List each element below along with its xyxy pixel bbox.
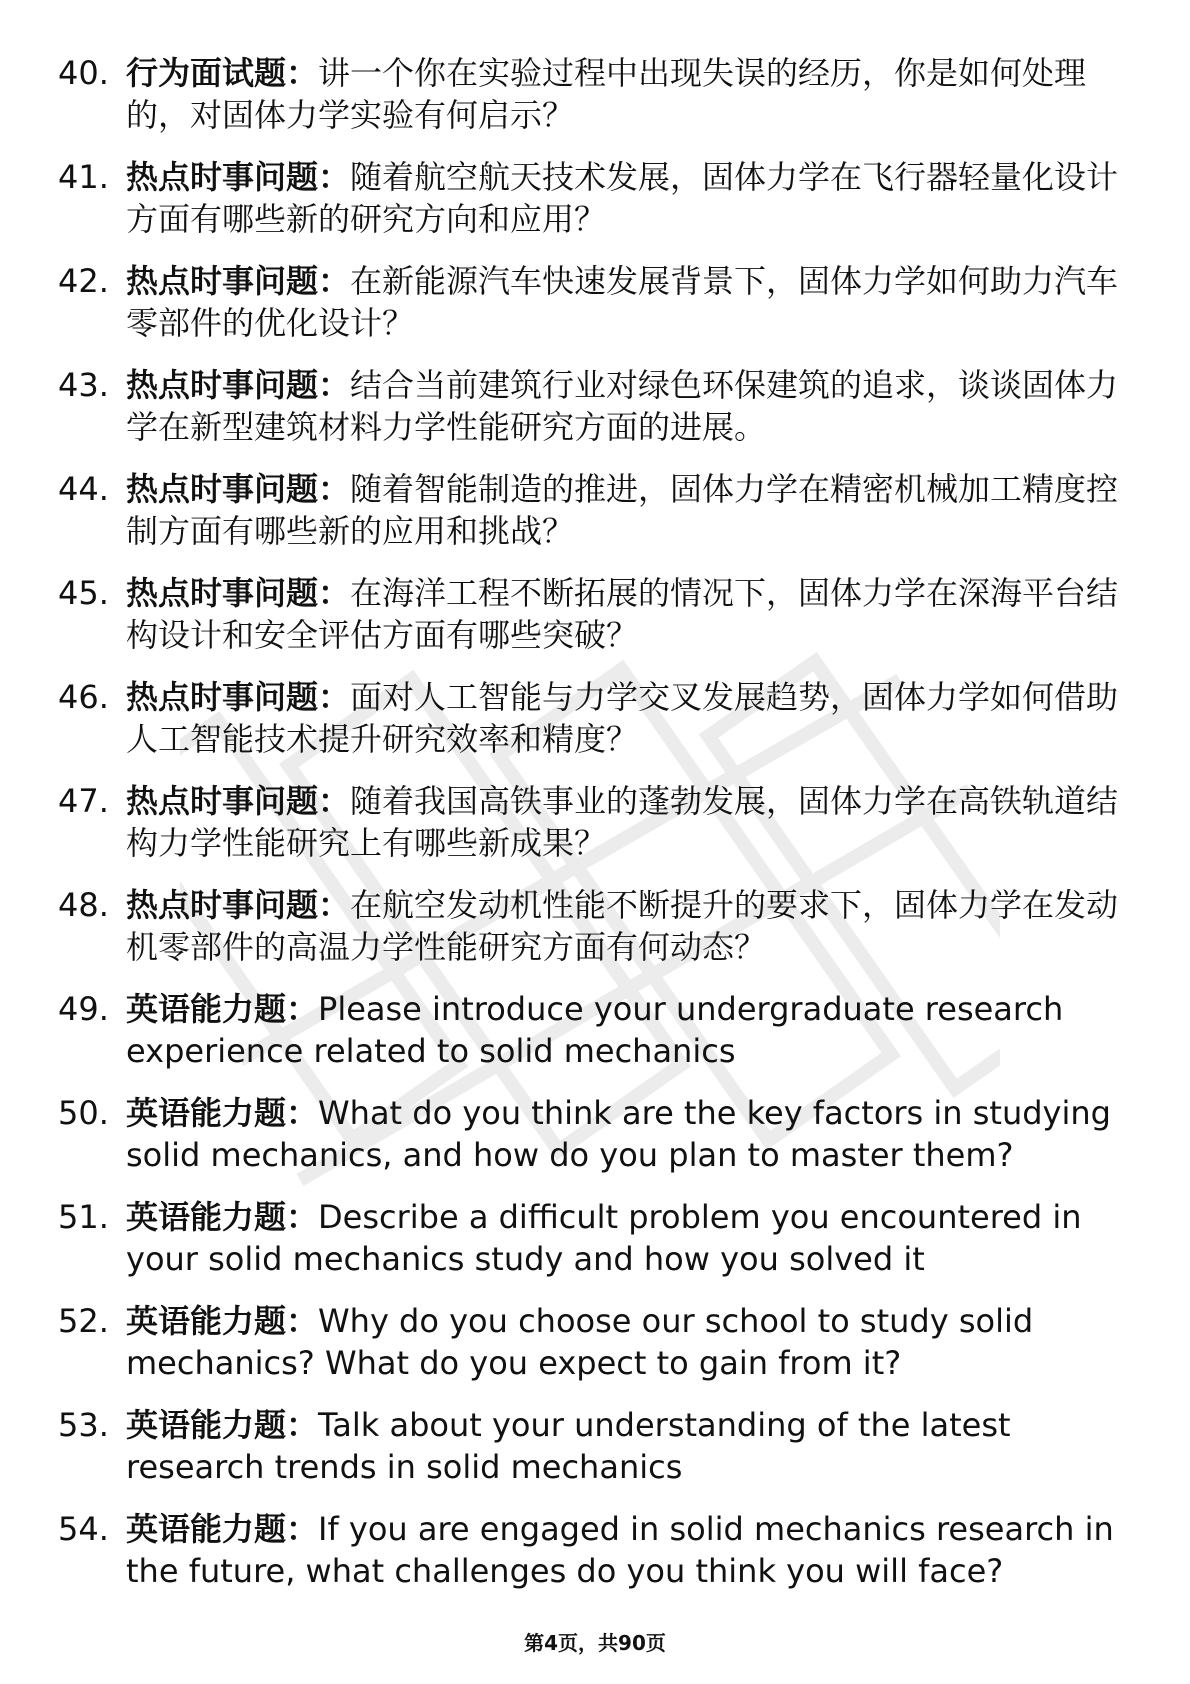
question-number: 50. xyxy=(58,1094,109,1132)
question-number: 41. xyxy=(58,158,109,196)
question-category: 热点时事问题： xyxy=(126,574,351,612)
list-item xyxy=(0,1404,1190,1508)
question-category: 英语能力题： xyxy=(126,1510,319,1548)
question-number: 45. xyxy=(58,574,109,612)
list-item xyxy=(0,676,1190,780)
list-item xyxy=(0,260,1190,364)
question-number: 51. xyxy=(58,1198,109,1236)
list-item xyxy=(0,572,1190,676)
question-number: 48. xyxy=(58,886,109,924)
question-body xyxy=(126,572,1126,656)
list-item xyxy=(0,52,1190,156)
question-category: 英语能力题： xyxy=(126,1406,319,1444)
question-category: 英语能力题： xyxy=(126,1198,319,1236)
question-category: 热点时事问题： xyxy=(126,678,351,716)
question-list xyxy=(0,52,1190,1612)
question-body xyxy=(126,780,1126,864)
list-item xyxy=(0,468,1190,572)
question-text: 在海洋工程不断拓展的情况下，固体力学在深海平台结构设计和安全评估方面有哪些突破？ xyxy=(126,574,1119,654)
page-number: 第4页，共90页 xyxy=(524,1631,666,1655)
question-text: Describe a difficult problem you encountered in your solid mechanics study and how you solved it xyxy=(126,1198,1082,1278)
question-body xyxy=(126,1092,1126,1176)
question-body xyxy=(126,1404,1126,1488)
question-body xyxy=(126,156,1126,240)
question-text: 结合当前建筑行业对绿色环保建筑的追求，谈谈固体力学在新型建筑材料力学性能研究方面的进展。 xyxy=(126,366,1119,446)
question-category: 英语能力题： xyxy=(126,990,319,1028)
question-text: 随着智能制造的推进，固体力学在精密机械加工精度控制方面有哪些新的应用和挑战？ xyxy=(126,470,1119,550)
question-number: 43. xyxy=(58,366,109,404)
question-body xyxy=(126,1300,1126,1384)
question-number: 47. xyxy=(58,782,109,820)
list-item xyxy=(0,780,1190,884)
list-item xyxy=(0,884,1190,988)
question-text: What do you think are the key factors in studying solid mechanics, and how do you plan to master them? xyxy=(126,1094,1111,1174)
question-category: 热点时事问题： xyxy=(126,158,351,196)
question-number: 54. xyxy=(58,1510,109,1548)
question-body xyxy=(126,1196,1126,1280)
list-item xyxy=(0,1508,1190,1612)
question-number: 53. xyxy=(58,1406,109,1444)
question-number: 46. xyxy=(58,678,109,716)
question-body xyxy=(126,468,1126,552)
question-body xyxy=(126,988,1126,1072)
question-body xyxy=(126,52,1126,136)
list-item xyxy=(0,1300,1190,1404)
list-item xyxy=(0,156,1190,260)
list-item xyxy=(0,988,1190,1092)
question-text: 在航空发动机性能不断提升的要求下，固体力学在发动机零部件的高温力学性能研究方面有何动态？ xyxy=(126,886,1119,966)
question-body xyxy=(126,884,1126,968)
question-body xyxy=(126,1508,1126,1592)
question-category: 热点时事问题： xyxy=(126,886,351,924)
question-category: 英语能力题： xyxy=(126,1094,319,1132)
list-item xyxy=(0,1196,1190,1300)
question-text: 随着我国高铁事业的蓬勃发展，固体力学在高铁轨道结构力学性能研究上有哪些新成果？ xyxy=(126,782,1119,862)
list-item xyxy=(0,1092,1190,1196)
question-category: 热点时事问题： xyxy=(126,782,351,820)
question-body xyxy=(126,676,1126,760)
question-number: 42. xyxy=(58,262,109,300)
question-body xyxy=(126,260,1126,344)
question-text: 讲一个你在实验过程中出现失误的经历，你是如何处理的，对固体力学实验有何启示？ xyxy=(126,54,1087,134)
question-body xyxy=(126,364,1126,448)
question-category: 热点时事问题： xyxy=(126,366,351,404)
question-number: 40. xyxy=(58,54,109,92)
question-text: 随着航空航天技术发展，固体力学在飞行器轻量化设计方面有哪些新的研究方向和应用？ xyxy=(126,158,1119,238)
question-number: 44. xyxy=(58,470,109,508)
question-number: 49. xyxy=(58,990,109,1028)
question-text: If you are engaged in solid mechanics research in the future, what challenges do you think you will face? xyxy=(126,1510,1114,1590)
question-category: 热点时事问题： xyxy=(126,470,351,508)
question-text: Please introduce your undergraduate research experience related to solid mechanics xyxy=(126,990,1064,1070)
question-text: 在新能源汽车快速发展背景下，固体力学如何助力汽车零部件的优化设计？ xyxy=(126,262,1119,342)
question-category: 英语能力题： xyxy=(126,1302,319,1340)
question-text: Talk about your understanding of the latest research trends in solid mechanics xyxy=(126,1406,1011,1486)
list-item xyxy=(0,364,1190,468)
question-category: 行为面试题： xyxy=(126,54,319,92)
question-text: Why do you choose our school to study solid mechanics? What do you expect to gain from it? xyxy=(126,1302,1034,1382)
question-number: 52. xyxy=(58,1302,109,1340)
question-category: 热点时事问题： xyxy=(126,262,351,300)
question-text: 面对人工智能与力学交叉发展趋势，固体力学如何借助人工智能技术提升研究效率和精度？ xyxy=(126,678,1119,758)
